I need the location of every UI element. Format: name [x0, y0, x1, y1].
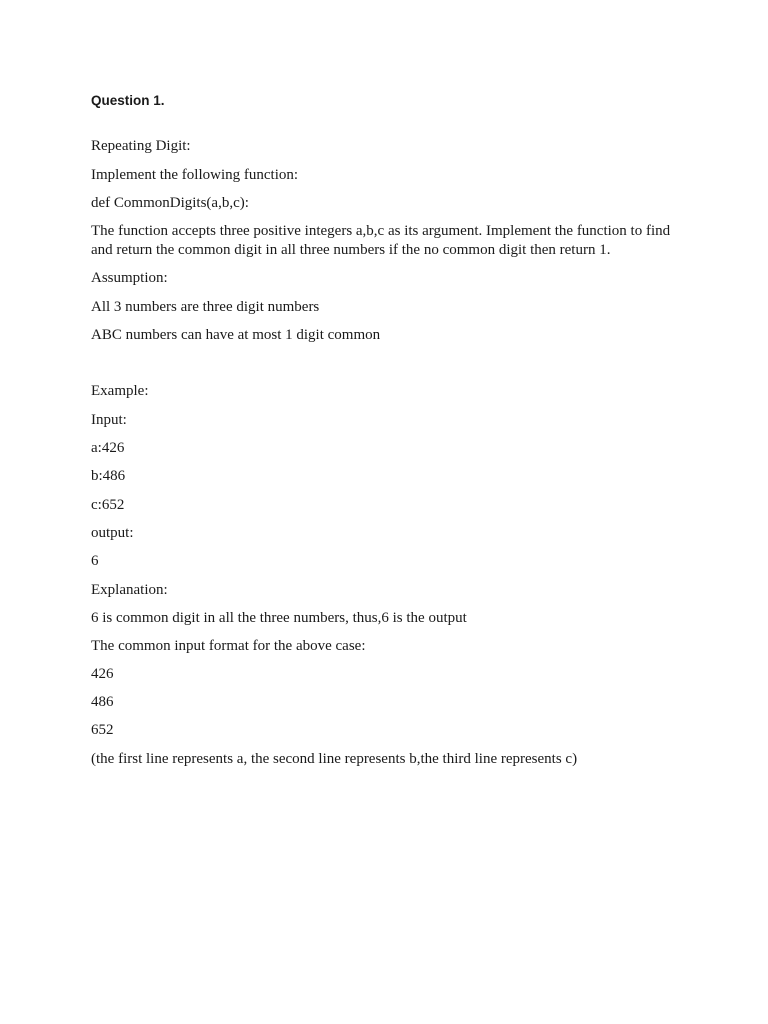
problem-description: The function accepts three positive integers a,b,c as its argument. Implement the function to find and return the common digit in all three numbers if the no common digit then return 1. — [91, 223, 671, 258]
input-value-b: b:486 — [91, 468, 126, 484]
input-value-a: a:426 — [91, 440, 125, 456]
assumption-item: All 3 numbers are three digit numbers — [91, 299, 320, 315]
assumption-item: ABC numbers can have at most 1 digit common — [91, 327, 381, 343]
format-line: 426 — [91, 666, 114, 682]
assumption-label: Assumption: — [91, 270, 168, 286]
problem-title: Repeating Digit: — [91, 138, 191, 154]
output-value: 6 — [91, 553, 99, 569]
format-line: 486 — [91, 694, 114, 710]
format-note: (the first line represents a, the second line represents b,the third line represents c) — [91, 751, 578, 767]
explanation-text: 6 is common digit in all the three numbers, thus,6 is the output — [91, 610, 467, 626]
input-value-c: c:652 — [91, 497, 125, 513]
question-heading: Question 1. — [91, 93, 165, 108]
example-label: Example: — [91, 383, 149, 399]
input-label: Input: — [91, 412, 127, 428]
implement-line: Implement the following function: — [91, 167, 299, 183]
output-label: output: — [91, 525, 134, 541]
function-signature: def CommonDigits(a,b,c): — [91, 195, 249, 211]
format-line: 652 — [91, 722, 114, 738]
format-intro: The common input format for the above case: — [91, 638, 366, 654]
explanation-label: Explanation: — [91, 582, 168, 598]
